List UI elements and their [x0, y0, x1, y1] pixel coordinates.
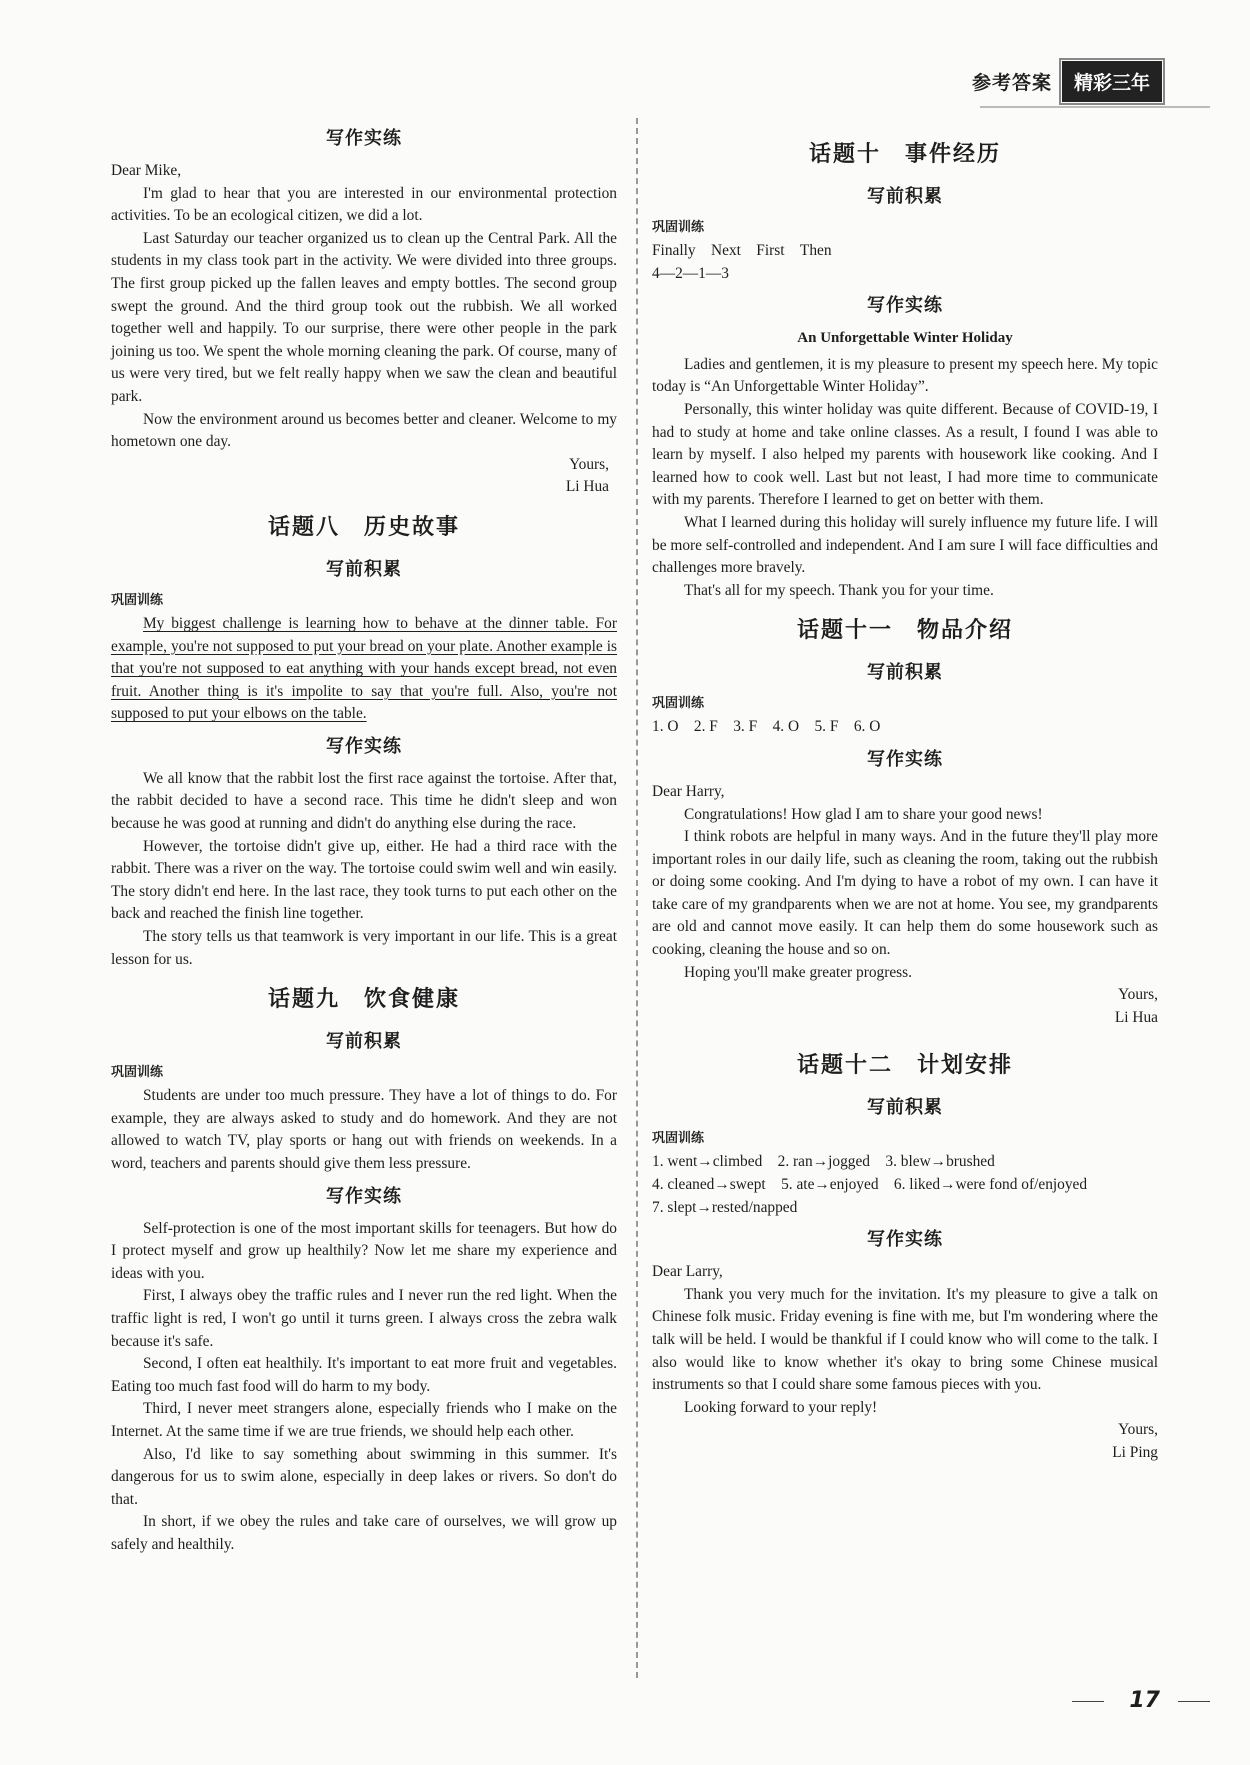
section-heading: 写前积累	[867, 662, 943, 684]
answer-paragraph: Students are under too much pressure. They have a lot of things to do. For example, they are always asked to study and do homework. And they are not allowed to watch TV, play sports or hang out with friends on weekends. In a word, teachers and parents should give them less pressure.	[111, 1087, 617, 1172]
paragraph: Last Saturday our teacher organized us to clean up the Central Park. All the students in my class took part in the activity. We were divided into three groups. The first group picked up the fallen leaves and empty bottles. The second group swept the ground. And the third group took out the rubbish. We all worked together well and happily. To our surprise, there were other people in the park joining us too. We spent the whole morning cleaning the park. Of course, many of us were very tired, but we felt really happy when we saw the clean and beautiful park.	[111, 229, 617, 405]
left-column	[111, 118, 617, 1557]
paragraph: Congratulations! How glad I am to share your good news!	[684, 805, 1043, 823]
answer-line: 1. went→climbed 2. ran→jogged 3. blew→brushed	[652, 1153, 995, 1171]
paragraph: That's all for my speech. Thank you for your time.	[684, 581, 994, 599]
paragraph: The story tells us that teamwork is very important in our life. This is a great lesson for us.	[111, 928, 617, 968]
topic-heading: 话题九 饮食健康	[267, 987, 460, 1013]
header-title: 参考答案	[971, 71, 1052, 94]
paragraph: Ladies and gentlemen, it is my pleasure to present my speech here. My topic today is “An Unforgettable Winter Holiday”.	[652, 355, 1158, 396]
answer-line: 1. O 2. F 3. F 4. O 5. F 6. O	[652, 718, 881, 736]
letter-closing: Yours,	[1118, 1421, 1158, 1439]
section-heading: 写作实练	[867, 748, 943, 770]
paragraph: Personally, this winter holiday was quite different. Because of COVID-19, I had to study at home and take online classes. As a result, I found I was able to learn by myself. I also helped my parents with housework like cooking. And I learned how to cook well. Last but not least, I had more time to communicate with my parents. Therefore I learned to get on better with them.	[652, 400, 1158, 509]
header-rule	[980, 106, 1210, 108]
letter-closing: Yours,	[569, 455, 609, 473]
section-heading: 写前积累	[326, 1031, 402, 1053]
answer-line: 7. slept→rested/napped	[652, 1198, 798, 1216]
letter-closing: Yours,	[1118, 986, 1158, 1004]
topic-heading: 话题十 事件经历	[808, 142, 1001, 167]
right-column	[652, 118, 1158, 1465]
letter-salutation: Dear Harry,	[652, 782, 725, 800]
section-heading: 写作实练	[326, 128, 402, 149]
exercise-label: 巩固训练	[652, 220, 705, 235]
section-heading: 写作实练	[326, 735, 402, 757]
paragraph: Second, I often eat healthily. It's important to eat more fruit and vegetables. Eating too much fast food will do harm to my body.	[111, 1355, 617, 1395]
page-number-rule-left	[1072, 1701, 1104, 1702]
header-badge: 精彩三年	[1062, 61, 1162, 102]
paragraph: What I learned during this holiday will surely influence my future life. I will be more self-controlled and independent. And I am sure I will face difficulties and challenges more bravely.	[652, 513, 1158, 577]
exercise-label: 巩固训练	[652, 696, 705, 712]
topic-heading: 话题十一 物品介绍	[796, 618, 1013, 644]
page-header	[972, 62, 1162, 100]
paragraph: We all know that the rabbit lost the first race against the tortoise. After that, the rabbit decided to have a second race. This time he didn't sleep and won because he was good at running and didn't do anything else during the race.	[111, 769, 617, 833]
letter-salutation: Dear Mike,	[111, 162, 182, 179]
answer-paragraph: My biggest challenge is learning how to behave at the dinner table. For example, you're not supposed to put your bread on your plate. Another example is that you're not supposed to eat anything with your hands except bread, not even fruit. Another thing is it's impolite to say that you're full. Also, you're not supposed to put your elbows on the table.	[111, 614, 617, 723]
section-heading: 写前积累	[867, 1097, 943, 1119]
paragraph: Looking forward to your reply!	[684, 1398, 878, 1416]
paragraph: In short, if we obey the rules and take care of ourselves, we will grow up safely and healthily.	[111, 1513, 617, 1553]
column-divider	[636, 118, 638, 1678]
exercise-label: 巩固训练	[111, 1065, 164, 1081]
exercise-label: 巩固训练	[652, 1131, 705, 1147]
paragraph: I think robots are helpful in many ways. And in the future they'll play more important roles in our daily life, such as cleaning the room, taking out the rubbish or doing some cooking. And I'm dying to have a robot of my own. I can have it take care of my grandparents when we are not at home. You see, my grandparents are old and cannot move easily. It can help them do some housework such as cooking, cleaning the house and so on.	[652, 828, 1158, 959]
topic-heading: 话题十二 计划安排	[796, 1053, 1013, 1079]
page-number-rule-right	[1178, 1701, 1210, 1702]
section-heading: 写前积累	[326, 558, 402, 580]
paragraph: Self-protection is one of the most important skills for teenagers. But how do I protect myself and grow up healthily? Now let me share my experience and ideas with you.	[111, 1219, 617, 1282]
paragraph: I'm glad to hear that you are interested in our environmental protection activities. To be an ecological citizen, we did a lot.	[111, 184, 617, 225]
paragraph: Hoping you'll make greater progress.	[684, 963, 913, 981]
letter-salutation: Dear Larry,	[652, 1263, 723, 1281]
letter-signature: Li Ping	[1112, 1443, 1158, 1461]
letter-signature: Li Hua	[1114, 1008, 1158, 1026]
topic-heading: 话题八 历史故事	[267, 514, 460, 540]
paragraph: Also, I'd like to say something about swimming in this summer. It's dangerous for us to swim alone, especially in deep lakes or rivers. So don't do that.	[111, 1445, 617, 1508]
letter-signature: Li Hua	[565, 478, 609, 496]
paragraph: Thank you very much for the invitation. It's my pleasure to give a talk on Chinese folk music. Friday evening is fine with me, but I'm wondering where the talk will be held. I would be thankful if I could know who will come to the talk. I also would like to know whether it's okay to bring some Chinese musical instruments so that I could share some famous pieces with you.	[652, 1285, 1158, 1394]
paragraph: Third, I never meet strangers alone, especially friends who I make on the Internet. At the same time if we are true friends, we should help each other.	[111, 1400, 617, 1440]
section-heading: 写前积累	[867, 186, 943, 207]
answer-line: 4. cleaned→swept 5. ate→enjoyed 6. liked→were fond of/enjoyed	[652, 1176, 1088, 1194]
answer-line: 4—2—1—3	[652, 264, 729, 282]
section-heading: 写作实练	[867, 1229, 943, 1251]
exercise-label: 巩固训练	[111, 592, 164, 608]
answer-line: Finally Next First Then	[652, 242, 832, 259]
essay-title: An Unforgettable Winter Holiday	[797, 330, 1013, 347]
paragraph: Now the environment around us becomes better and cleaner. Welcome to my hometown one day.	[111, 410, 617, 451]
section-heading: 写作实练	[867, 295, 943, 317]
section-heading: 写作实练	[326, 1185, 402, 1207]
page-number: 17	[1129, 1688, 1160, 1713]
paragraph: However, the tortoise didn't give up, either. He had a third race with the rabbit. There was a river on the way. The tortoise could swim well and win easily. The story didn't end here. In the last race, they took turns to put each other on the back and reached the finish line together.	[111, 837, 617, 923]
paragraph: First, I always obey the traffic rules and I never run the red light. When the traffic light is red, I won't go until it turns green. I always cross the zebra walk because it's safe.	[111, 1287, 617, 1350]
